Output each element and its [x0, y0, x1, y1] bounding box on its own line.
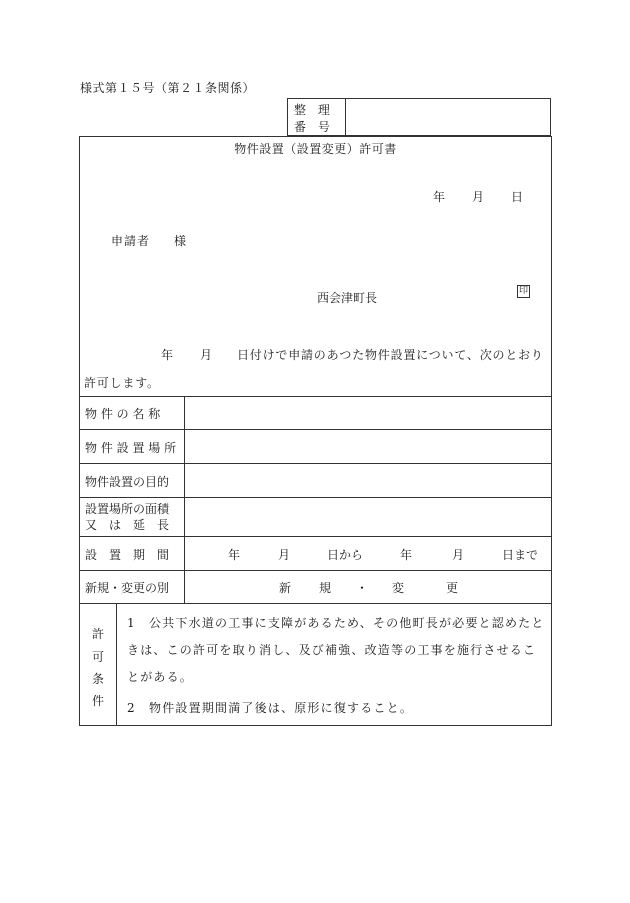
type-new-1: 新	[279, 581, 292, 595]
period-end-month: 月	[452, 548, 465, 562]
area-field[interactable]	[186, 500, 549, 533]
divider	[80, 463, 551, 464]
statement-line2: 許可します。	[84, 376, 160, 390]
date-year: 年	[433, 190, 446, 204]
divider	[80, 396, 551, 397]
divider	[80, 429, 551, 430]
type-change-1: 変	[392, 581, 405, 595]
item-name-field[interactable]	[186, 399, 549, 427]
form-title: 物件設置（設置変更）許可書	[234, 142, 397, 156]
seal-mark: 印	[518, 286, 528, 296]
date-month: 月	[472, 190, 485, 204]
row-label-location: 物 件 設 置 場 所	[85, 441, 177, 455]
statement-year: 年	[161, 348, 174, 362]
period-end-day: 日まで	[502, 548, 539, 562]
statement-body: 日付けで申請のあつた物件設置について、次のとおり	[237, 348, 544, 362]
purpose-field[interactable]	[186, 466, 549, 494]
conditions-label: 許 可 条 件	[80, 603, 117, 726]
row-label-area: 設置場所の面積 又 は 延 長	[85, 502, 170, 532]
divider	[80, 570, 551, 571]
divider	[80, 536, 551, 537]
applicant-label: 申請者	[111, 234, 151, 248]
type-separator: ・	[356, 581, 369, 595]
reference-number-field[interactable]	[346, 99, 550, 135]
type-change-2: 更	[446, 581, 459, 595]
applicant-honorific: 様	[174, 234, 187, 248]
statement-month: 月	[200, 348, 213, 362]
column-divider	[184, 396, 185, 603]
date-day: 日	[511, 190, 524, 204]
permit-form	[79, 136, 552, 726]
reference-number-box	[287, 98, 551, 136]
row-label-purpose: 物件設置の目的	[85, 475, 170, 489]
type-new-2: 規	[319, 581, 332, 595]
condition-item-2: 2 物件設置期間満了後は、原形に復すること。	[127, 701, 414, 715]
divider	[80, 497, 551, 498]
issuer-name: 西会津町長	[317, 291, 378, 305]
form-number: 様式第１５号（第２１条関係）	[80, 81, 256, 95]
row-label-item-name: 物 件 の 名 称	[85, 407, 161, 421]
location-field[interactable]	[186, 432, 549, 460]
reference-number-label: 整 理 番 号	[288, 99, 346, 135]
period-start-month: 月	[278, 548, 291, 562]
period-start-day: 日から	[327, 548, 364, 562]
row-label-type: 新規・変更の別	[85, 581, 170, 595]
period-end-year: 年	[400, 548, 413, 562]
condition-item-1: 1 公共下水道の工事に支障があるため、その他町長が必要と認めたときは、この許可を取り消し、及び補強、改造等の工事を施行させることがある。	[127, 616, 545, 684]
row-label-period: 設 置 期 間	[85, 548, 170, 562]
divider	[80, 603, 551, 604]
period-start-year: 年	[228, 548, 241, 562]
